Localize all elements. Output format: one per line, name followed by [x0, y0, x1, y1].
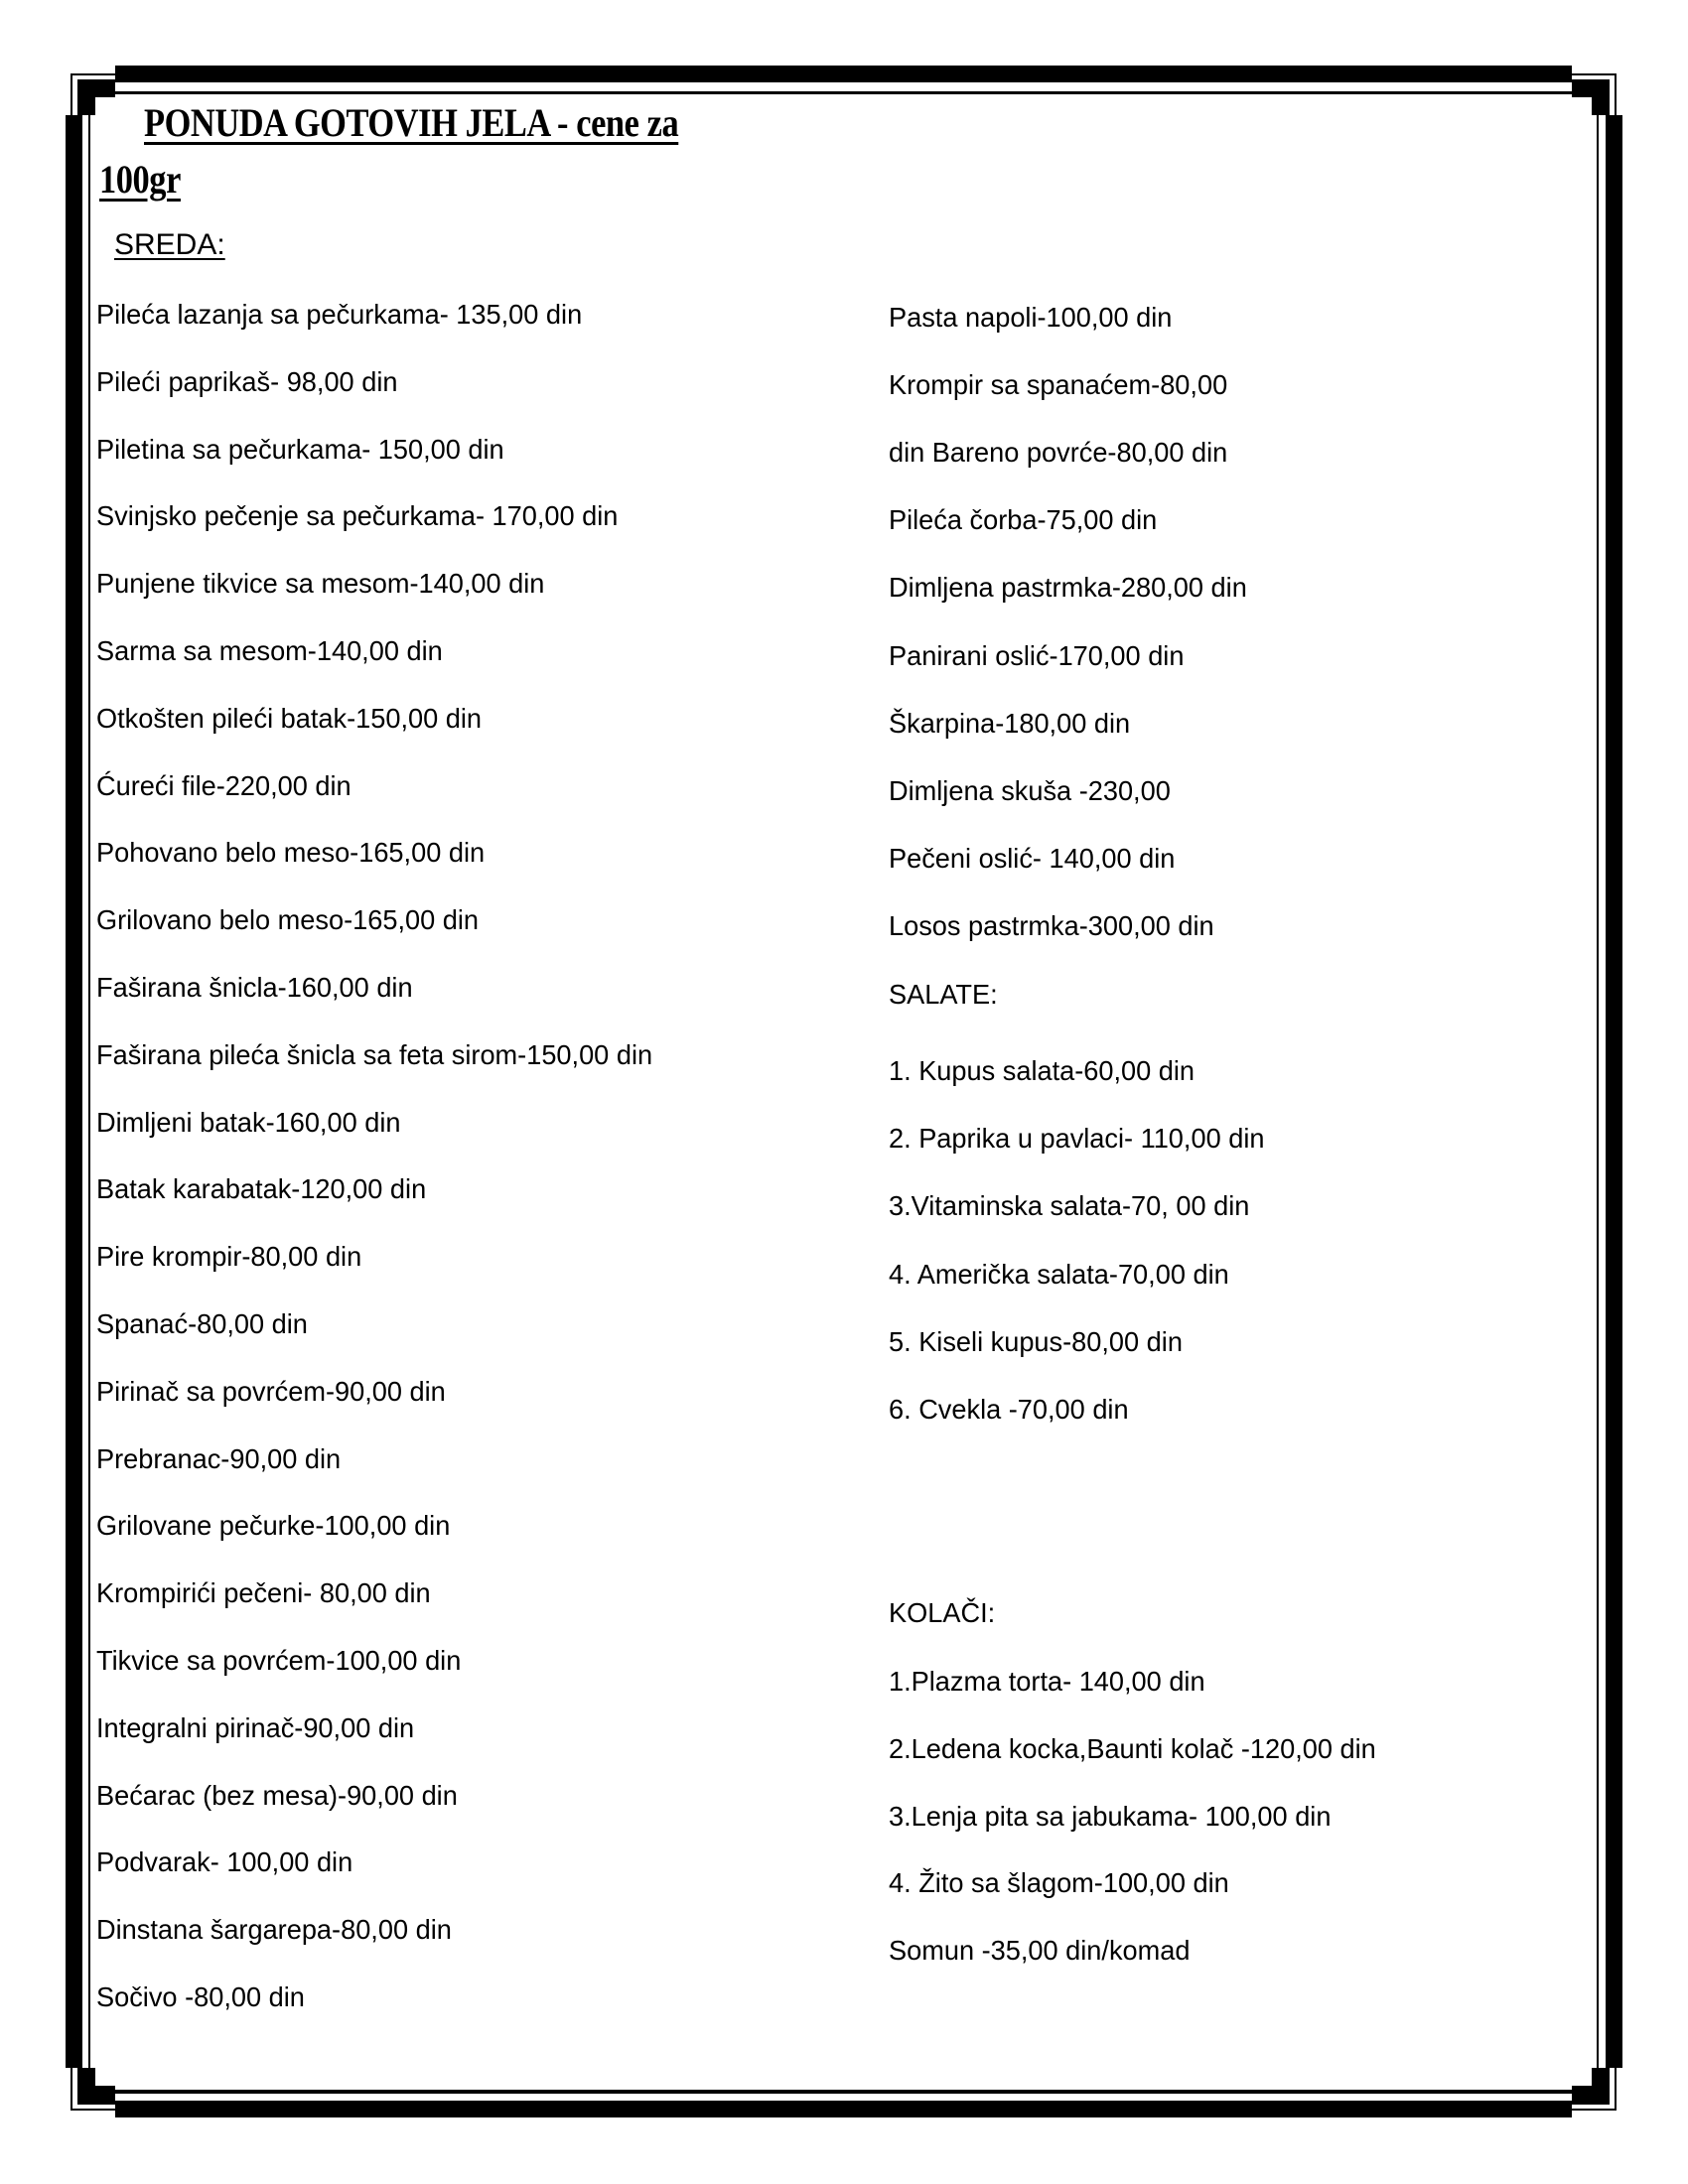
corner-bottom-right-frame-v: [1615, 2068, 1617, 2111]
menu-item: Dimljena skuša -230,00: [889, 775, 1171, 806]
day-heading: SREDA:: [114, 228, 225, 261]
menu-item: Bećarac (bez mesa)-90,00 din: [96, 1780, 458, 1811]
border-right-thick: [1606, 115, 1622, 2068]
corner-top-right-frame-h: [1572, 73, 1617, 75]
menu-item: Integralni pirinač-90,00 din: [96, 1712, 415, 1743]
border-left-thick: [66, 115, 82, 2068]
menu-item: Dimljeni batak-160,00 din: [96, 1107, 401, 1138]
menu-item: Faširana šnicla-160,00 din: [96, 972, 413, 1003]
menu-item: Dinstana šargarepa-80,00 din: [96, 1914, 452, 1945]
menu-item: Piletina sa pečurkama- 150,00 din: [96, 434, 504, 465]
border-bottom-thick: [115, 2101, 1572, 2117]
menu-item: Prebranac-90,00 din: [96, 1443, 342, 1474]
menu-item: Pire krompir-80,00 din: [96, 1241, 362, 1272]
page-title-line-2: 100gr: [99, 157, 181, 202]
menu-item: Batak karabatak-120,00 din: [96, 1173, 427, 1204]
menu-item: Škarpina-180,00 din: [889, 708, 1131, 739]
corner-top-left-frame-h: [70, 73, 115, 75]
menu-item: Grilovano belo meso-165,00 din: [96, 904, 480, 935]
menu-item: Ćureći file-220,00 din: [96, 770, 352, 801]
salad-item: 4. Američka salata-70,00 din: [889, 1259, 1229, 1290]
menu-item: Pileća čorba-75,00 din: [889, 504, 1158, 535]
menu-item: Faširana pileća šnicla sa feta sirom-150,00 din: [96, 1039, 653, 1070]
menu-item: Sarma sa mesom-140,00 din: [96, 635, 443, 666]
menu-item: Krompirići pečeni- 80,00 din: [96, 1577, 431, 1608]
border-top-thick: [115, 66, 1572, 82]
menu-item: Pohovano belo meso-165,00 din: [96, 837, 486, 868]
menu-item: Pirinač sa povrćem-90,00 din: [96, 1376, 446, 1407]
menu-item: Punjene tikvice sa mesom-140,00 din: [96, 568, 545, 599]
salad-item: 1. Kupus salata-60,00 din: [889, 1055, 1196, 1086]
page-title-line-1: PONUDA GOTOVIH JELA - cene za: [144, 100, 679, 145]
menu-item: Pileći paprikaš- 98,00 din: [96, 366, 398, 397]
corner-bottom-left-step: [77, 2068, 95, 2105]
cake-item: 1.Plazma torta- 140,00 din: [889, 1666, 1205, 1697]
corner-top-left-step: [77, 79, 95, 115]
border-top-thin: [115, 91, 1572, 94]
salad-item: 6. Cvekla -70,00 din: [889, 1394, 1129, 1425]
salad-item: 5. Kiseli kupus-80,00 din: [889, 1326, 1183, 1357]
cake-item: 4. Žito sa šlagom-100,00 din: [889, 1867, 1229, 1898]
menu-item: Sočivo -80,00 din: [96, 1981, 305, 2012]
cake-item: 3.Lenja pita sa jabukama- 100,00 din: [889, 1801, 1332, 1832]
corner-bottom-right-frame-h: [1572, 2109, 1617, 2111]
corner-bottom-right-step: [1592, 2068, 1610, 2105]
menu-item: Otkošten pileći batak-150,00 din: [96, 703, 483, 734]
corner-top-right-frame-v: [1615, 73, 1617, 115]
menu-item: Dimljena pastrmka-280,00 din: [889, 572, 1247, 603]
menu-item: Tikvice sa povrćem-100,00 din: [96, 1645, 462, 1676]
cakes-heading: KOLAČI:: [889, 1597, 996, 1628]
salad-item: 2. Paprika u pavlaci- 110,00 din: [889, 1123, 1265, 1154]
menu-item: Grilovane pečurke-100,00 din: [96, 1510, 451, 1541]
salad-item: 3.Vitaminska salata-70, 00 din: [889, 1190, 1250, 1221]
corner-top-right-step: [1592, 79, 1610, 115]
menu-item: Pileća lazanja sa pečurkama- 135,00 din: [96, 299, 583, 330]
border-left-thin: [88, 115, 90, 2068]
border-right-thin: [1597, 115, 1599, 2068]
menu-item: Panirani oslić-170,00 din: [889, 640, 1185, 671]
corner-bottom-left-frame-v: [70, 2068, 72, 2111]
cake-item: Somun -35,00 din/komad: [889, 1935, 1191, 1966]
menu-item: din Bareno povrće-80,00 din: [889, 437, 1228, 468]
menu-item: Krompir sa spanaćem-80,00: [889, 369, 1228, 400]
salads-heading: SALATE:: [889, 979, 998, 1010]
corner-top-left-frame-v: [70, 73, 72, 115]
menu-item: Pečeni oslić- 140,00 din: [889, 843, 1176, 874]
menu-item: Pasta napoli-100,00 din: [889, 302, 1173, 333]
corner-bottom-left-frame-h: [70, 2109, 115, 2111]
menu-item: Podvarak- 100,00 din: [96, 1846, 353, 1877]
menu-item: Losos pastrmka-300,00 din: [889, 910, 1214, 941]
cake-item: 2.Ledena kocka,Baunti kolač -120,00 din: [889, 1733, 1376, 1764]
menu-item: Spanać-80,00 din: [96, 1308, 308, 1339]
border-bottom-thin: [115, 2090, 1572, 2094]
menu-item: Svinjsko pečenje sa pečurkama- 170,00 din: [96, 500, 619, 531]
